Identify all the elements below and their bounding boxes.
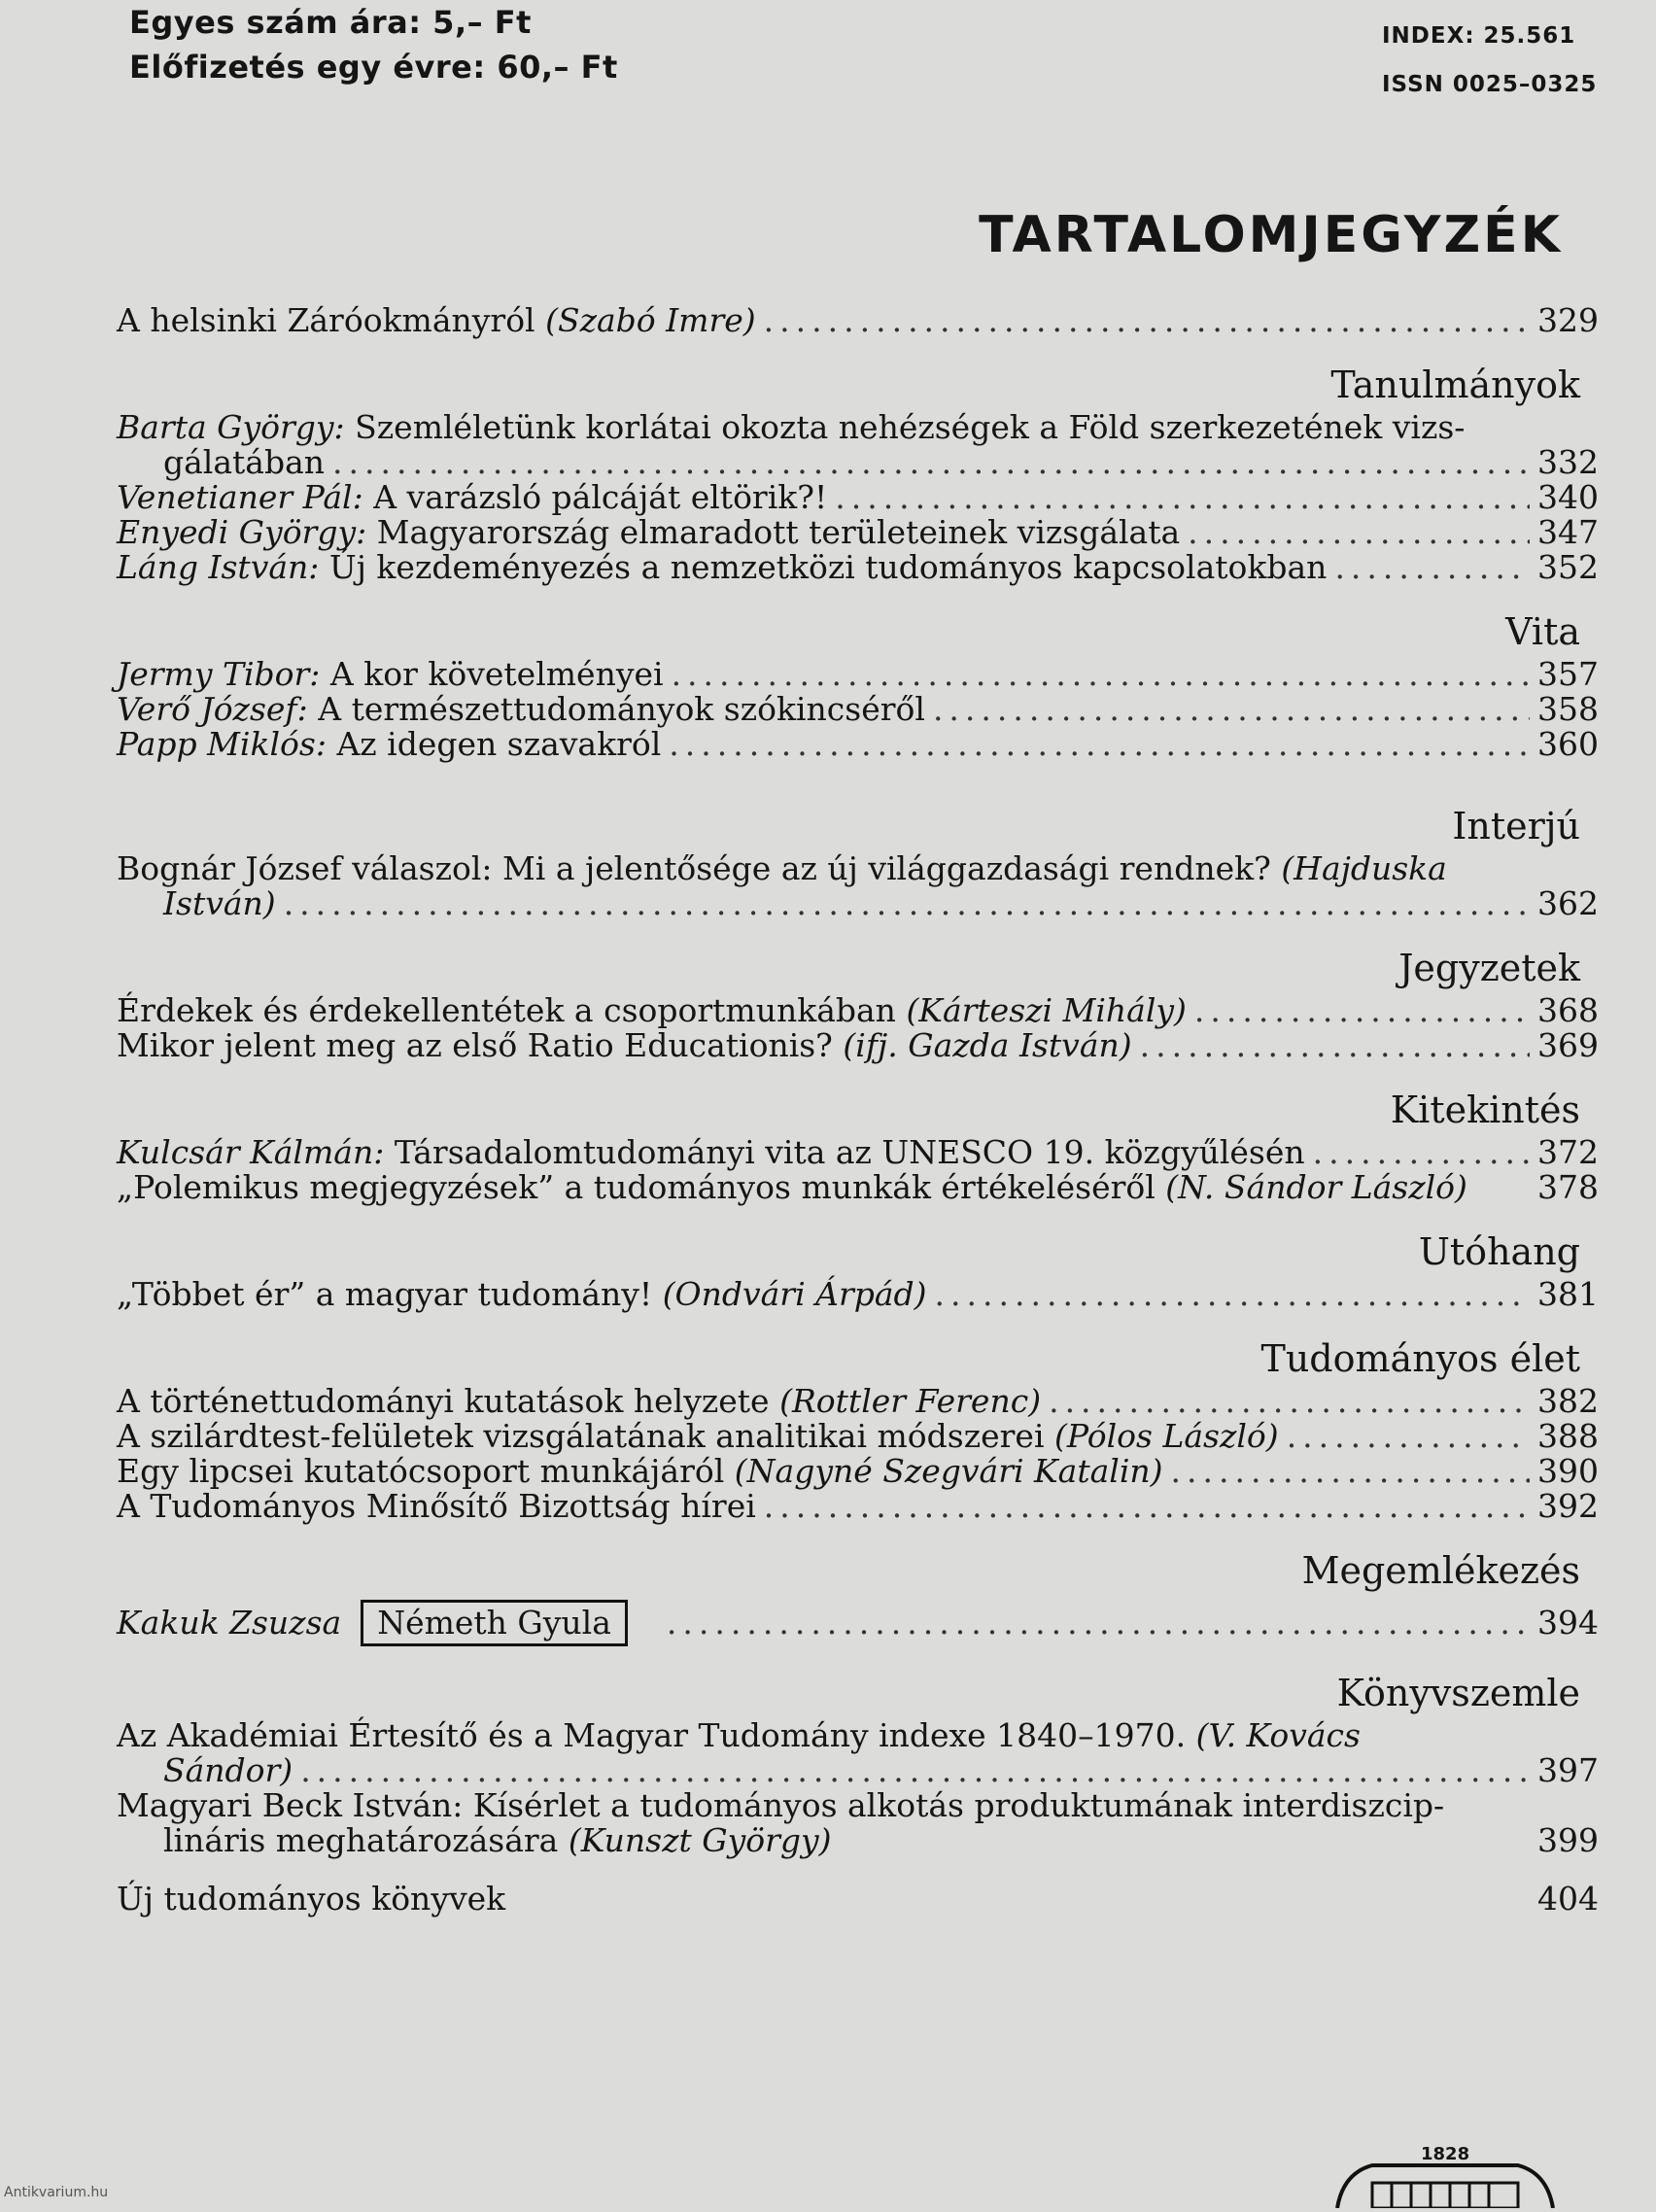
issn-number: ISSN 0025–0325 — [1382, 72, 1598, 97]
entry-author: Enyedi György: — [117, 513, 367, 551]
toc-entry — [117, 513, 1599, 551]
toc-entry — [117, 1788, 1584, 1823]
dot-leader — [1140, 1028, 1530, 1063]
price-year: Előfizetés egy évre: 60,– Ft — [129, 49, 618, 86]
toc-entry — [117, 301, 1599, 339]
toc-entry — [117, 1596, 1599, 1650]
entry-author: Barta György: — [117, 408, 345, 446]
toc-entry — [117, 1880, 1599, 1918]
page-number: 332 — [1537, 443, 1599, 481]
entry-title: A Tudományos Minősítő Bizottság hírei — [117, 1487, 756, 1525]
section-heading-vita: Vita — [1505, 610, 1580, 653]
page-number: 404 — [1537, 1880, 1599, 1918]
page-title: TARTALOMJEGYZÉK — [979, 206, 1563, 264]
toc-entry-continuation — [117, 1821, 1599, 1859]
section-heading-megemlekezes: Megemlékezés — [1301, 1549, 1580, 1592]
entry-author: Kakuk Zsuzsa — [117, 1604, 342, 1642]
toc-entry — [117, 1718, 1584, 1753]
page-number: 357 — [1537, 655, 1599, 693]
index-block — [1382, 12, 1597, 109]
dot-leader — [1287, 1419, 1530, 1454]
entry-author: (Kunszt György) — [568, 1821, 832, 1859]
page-number: 392 — [1537, 1487, 1599, 1525]
section-heading-tudomanyos-elet: Tudományos élet — [1260, 1337, 1580, 1380]
dot-leader — [1313, 1135, 1530, 1170]
page-number: 390 — [1537, 1452, 1599, 1490]
dot-leader — [1171, 1454, 1530, 1489]
entry-author: (N. Sándor László) — [1165, 1168, 1467, 1206]
entry-title: Társadalomtudományi vita az UNESCO 19. közgyűlésén — [394, 1133, 1305, 1171]
section-heading-tanulmanyok: Tanulmányok — [1330, 363, 1580, 406]
entry-author: Láng István: — [117, 548, 320, 586]
entry-title: A helsinki Záróokmányról — [117, 301, 535, 339]
page-number: 329 — [1537, 301, 1599, 339]
entry-title: Az Akadémiai Értesítő és a Magyar Tudomány indexe 1840–1970. — [117, 1716, 1187, 1754]
logo-year: 1828 — [1421, 2144, 1470, 2164]
section-heading-utohang: Utóhang — [1418, 1230, 1580, 1273]
memorial-name-box: Németh Gyula — [361, 1600, 628, 1646]
page-number: 347 — [1537, 513, 1599, 551]
entry-author: (ifj. Gazda István) — [843, 1026, 1132, 1064]
toc-entry — [117, 1382, 1599, 1420]
page-number: 360 — [1537, 725, 1599, 763]
dot-leader — [1194, 993, 1530, 1028]
toc-entry — [117, 655, 1599, 693]
page-number: 388 — [1537, 1417, 1599, 1455]
entry-author: Venetianer Pál: — [117, 478, 363, 516]
publisher-logo — [1333, 2144, 1557, 2208]
toc-entry — [117, 1487, 1599, 1525]
dot-leader — [669, 727, 1530, 762]
section-heading-interju: Interjú — [1452, 805, 1580, 847]
entry-author: (V. Kovács — [1195, 1716, 1361, 1754]
dot-leader — [672, 657, 1530, 692]
dot-leader — [935, 1277, 1530, 1312]
toc-entry-continuation — [117, 443, 1599, 481]
toc-entry — [117, 548, 1599, 586]
entry-title: Érdekek és érdekellentétek a csoportmunkában — [117, 991, 896, 1029]
entry-author: (Hajduska — [1281, 849, 1447, 887]
entry-title: Mikor jelent meg az első Ratio Educationis? — [117, 1026, 833, 1064]
dot-leader — [284, 886, 1530, 921]
entry-title: A varázsló pálcáját eltörik?! — [373, 478, 828, 516]
entry-title: Magyari Beck István: Kísérlet a tudományos alkotás produktumának interdiszcip- — [117, 1786, 1445, 1824]
entry-title: Egy lipcsei kutatócsoport munkájáról — [117, 1452, 725, 1490]
entry-title: „Többet ér” a magyar tudomány! — [117, 1275, 653, 1313]
toc-entry — [117, 1275, 1599, 1313]
entry-author: (Ondvári Árpád) — [662, 1275, 927, 1313]
dot-leader — [835, 480, 1530, 515]
toc-entry — [117, 478, 1599, 516]
page-number: 381 — [1537, 1275, 1599, 1313]
entry-title: „Polemikus megjegyzések” a tudományos munkák értékeléséről — [117, 1168, 1156, 1206]
dot-leader — [1334, 550, 1530, 585]
section-heading-kitekintes: Kitekintés — [1390, 1089, 1580, 1131]
entry-title: A történettudományi kutatások helyzete — [117, 1382, 770, 1420]
entry-title: A kor követelményei — [329, 655, 664, 693]
page-number: 369 — [1537, 1026, 1599, 1064]
toc-entry-continuation — [117, 884, 1599, 922]
entry-author-continued: Sándor) — [163, 1751, 293, 1789]
entry-title: Bognár József válaszol: Mi a jelentősége az új világgazdasági rendnek? — [117, 849, 1271, 887]
entry-title-continued: lináris meghatározására — [163, 1821, 559, 1859]
toc-entry — [117, 1452, 1599, 1490]
price-single: Egyes szám ára: 5,– Ft — [129, 4, 532, 41]
toc-entry — [117, 991, 1599, 1029]
price-block — [129, 0, 618, 89]
entry-title: Új kezdeményezés a nemzetközi tudományos kapcsolatokban — [328, 548, 1328, 586]
page-number: 394 — [1537, 1604, 1599, 1642]
entry-title-continued: gálatában — [163, 443, 326, 481]
page-number: 399 — [1537, 1821, 1599, 1859]
entry-title: Új tudományos könyvek — [117, 1880, 506, 1918]
entry-title: Az idegen szavakról — [336, 725, 662, 763]
dot-leader — [1049, 1384, 1530, 1419]
entry-author: (Pólos László) — [1054, 1417, 1279, 1455]
section-heading-jegyzetek: Jegyzetek — [1398, 947, 1580, 989]
entry-author: Kulcsár Kálmán: — [117, 1133, 385, 1171]
page-number: 368 — [1537, 991, 1599, 1029]
page-number: 372 — [1537, 1133, 1599, 1171]
toc-entry — [117, 851, 1584, 886]
toc-entry — [117, 1026, 1599, 1064]
page-number: 382 — [1537, 1382, 1599, 1420]
dot-leader — [933, 692, 1530, 727]
entry-author: (Nagyné Szegvári Katalin) — [734, 1452, 1163, 1490]
dot-leader — [764, 1489, 1530, 1524]
page-number: 378 — [1537, 1168, 1599, 1206]
entry-author: Verő József: — [117, 690, 308, 728]
toc-entry — [117, 410, 1584, 445]
toc-entry — [117, 1168, 1599, 1206]
entry-author-continued: István) — [163, 884, 276, 922]
entry-title: A természettudományok szókincséről — [318, 690, 925, 728]
page-number: 362 — [1537, 884, 1599, 922]
entry-author: (Szabó Imre) — [545, 301, 756, 339]
toc-entry — [117, 690, 1599, 728]
page-number: 340 — [1537, 478, 1599, 516]
section-heading-konyvszemle: Könyvszemle — [1336, 1672, 1580, 1714]
dot-leader — [764, 303, 1530, 338]
toc-entry — [117, 1417, 1599, 1455]
toc-entry — [117, 1133, 1599, 1171]
toc-entry — [117, 725, 1599, 763]
entry-title: Szemléletünk korlátai okozta nehézségek a Föld szerkezetének vizs- — [355, 408, 1466, 446]
table-of-contents — [117, 301, 1599, 1918]
dot-leader — [332, 445, 1530, 480]
entry-author: (Kárteszi Mihály) — [906, 991, 1187, 1029]
entry-title: A szilárdtest-felületek vizsgálatának analitikai módszerei — [117, 1417, 1045, 1455]
entry-author: (Rottler Ferenc) — [779, 1382, 1042, 1420]
page-number: 397 — [1537, 1751, 1599, 1789]
dot-leader — [300, 1753, 1530, 1788]
dot-leader — [667, 1596, 1530, 1650]
entry-author: Papp Miklós: — [117, 725, 327, 763]
index-number: INDEX: 25.561 — [1382, 23, 1576, 49]
entry-author: Jermy Tibor: — [117, 655, 321, 693]
dot-leader — [1188, 515, 1530, 550]
page-number: 352 — [1537, 548, 1599, 586]
page-number: 358 — [1537, 690, 1599, 728]
toc-entry-continuation — [117, 1751, 1599, 1789]
entry-title: Magyarország elmaradott területeinek vizsgálata — [376, 513, 1181, 551]
watermark: Antikvarium.hu — [4, 2185, 109, 2200]
